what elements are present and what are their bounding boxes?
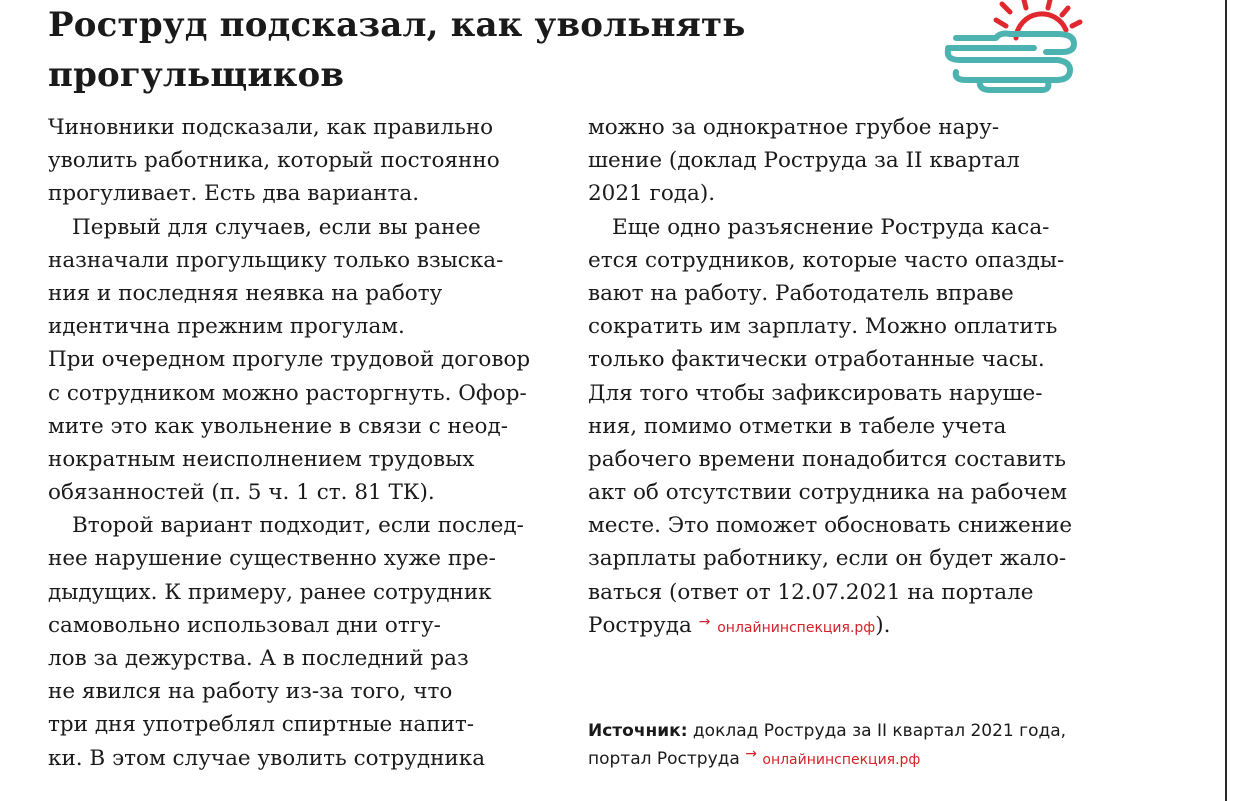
text-line: уволить работника, который постоянно — [48, 148, 500, 174]
sun-cloud-logo — [938, 0, 1088, 96]
source-note — [588, 717, 1208, 774]
text-line: дыдущих. К примеру, ранее сотрудник — [48, 579, 492, 605]
text-line: акт об отсутствии сотрудника на рабочем — [588, 480, 1068, 506]
text-fragment: Роструда — [588, 612, 699, 638]
text-line: вают на работу. Работодатель вправе — [588, 280, 1014, 306]
text-line: прогуливает. Есть два варианта. — [48, 181, 420, 207]
text-line: обязанностей (п. 5 ч. 1 ст. 81 ТК). — [48, 480, 435, 506]
text-line: шение (доклад Роструда за II квартал — [588, 148, 1020, 174]
inspection-portal-link[interactable]: онлайнинспекция.рф — [717, 619, 876, 636]
text-line: не явился на работу из-за того, что — [48, 679, 453, 705]
source-label: Источник: — [588, 721, 688, 741]
text-line: ется сотрудников, которые часто опазды- — [588, 247, 1065, 273]
text-line: ваться (ответ от 12.07.2021 на портале — [588, 579, 1034, 605]
text-line: Чиновники подсказали, как правильно — [48, 115, 494, 140]
text-line: с сотрудником можно расторгнуть. Офор- — [48, 380, 527, 406]
text-line: ния, помимо отметки в табеле учета — [588, 413, 1007, 439]
title-line-2: прогульщиков — [48, 55, 345, 95]
text-line: три дня употреблял спиртные напит- — [48, 712, 475, 738]
text-line: зарплаты работнику, если он будет жало- — [588, 546, 1067, 572]
title-line-1: Роструд подсказал, как увольнять — [48, 5, 746, 45]
text-line: Первый для случаев, если вы ранее — [72, 214, 481, 240]
source-portal-link[interactable]: онлайнинспекция.рф — [762, 752, 921, 768]
text-line-with-link — [588, 609, 1108, 642]
article-left-column — [48, 111, 568, 775]
text-line: нее нарушение существенно хуже пре- — [48, 546, 496, 572]
text-line: можно за однократное грубое нару- — [588, 115, 1000, 140]
source-line-2 — [588, 745, 1208, 774]
page-edge-line — [1225, 0, 1227, 801]
text-line: 2021 года). — [588, 181, 716, 207]
text-line: месте. Это поможет обосновать снижение — [588, 513, 1073, 539]
text-line: нократным неисполнением трудовых — [48, 446, 475, 472]
arrow-icon: → — [745, 746, 757, 762]
text-line: рабочего времени понадобится составить — [588, 446, 1066, 472]
article-right-column — [588, 111, 1108, 642]
text-line: мите это как увольнение в связи с неод- — [48, 413, 508, 439]
text-line: При очередном прогуле трудовой договор — [48, 347, 531, 373]
text-line: только фактически отработанные часы. — [588, 347, 1045, 373]
text-line: Второй вариант подходит, если послед- — [72, 513, 524, 539]
text-line: ния и последняя неявка на работу — [48, 280, 443, 306]
text-line: ки. В этом случае уволить сотрудника — [48, 745, 486, 771]
arrow-icon: → — [698, 613, 711, 630]
text-line: назначали прогульщику только взыска- — [48, 247, 504, 273]
text-line: лов за дежурства. А в последний раз — [48, 646, 469, 671]
source-text: портал Роструда — [588, 749, 746, 769]
article-title — [48, 0, 908, 100]
text-line: самовольно использовал дни отгу- — [48, 612, 441, 638]
text-line: Для того чтобы зафиксировать наруше- — [588, 380, 1043, 406]
cloud-icon — [948, 34, 1074, 91]
text-line: Еще одно разъяснение Роструда каса- — [612, 214, 1050, 240]
source-line-1 — [588, 717, 1208, 745]
text-line: сократить им зарплату. Можно оплатить — [588, 314, 1058, 340]
text-line: идентична прежним прогулам. — [48, 314, 405, 340]
source-text: доклад Роструда за II квартал 2021 года, — [687, 721, 1067, 741]
text-fragment: ). — [875, 612, 891, 638]
